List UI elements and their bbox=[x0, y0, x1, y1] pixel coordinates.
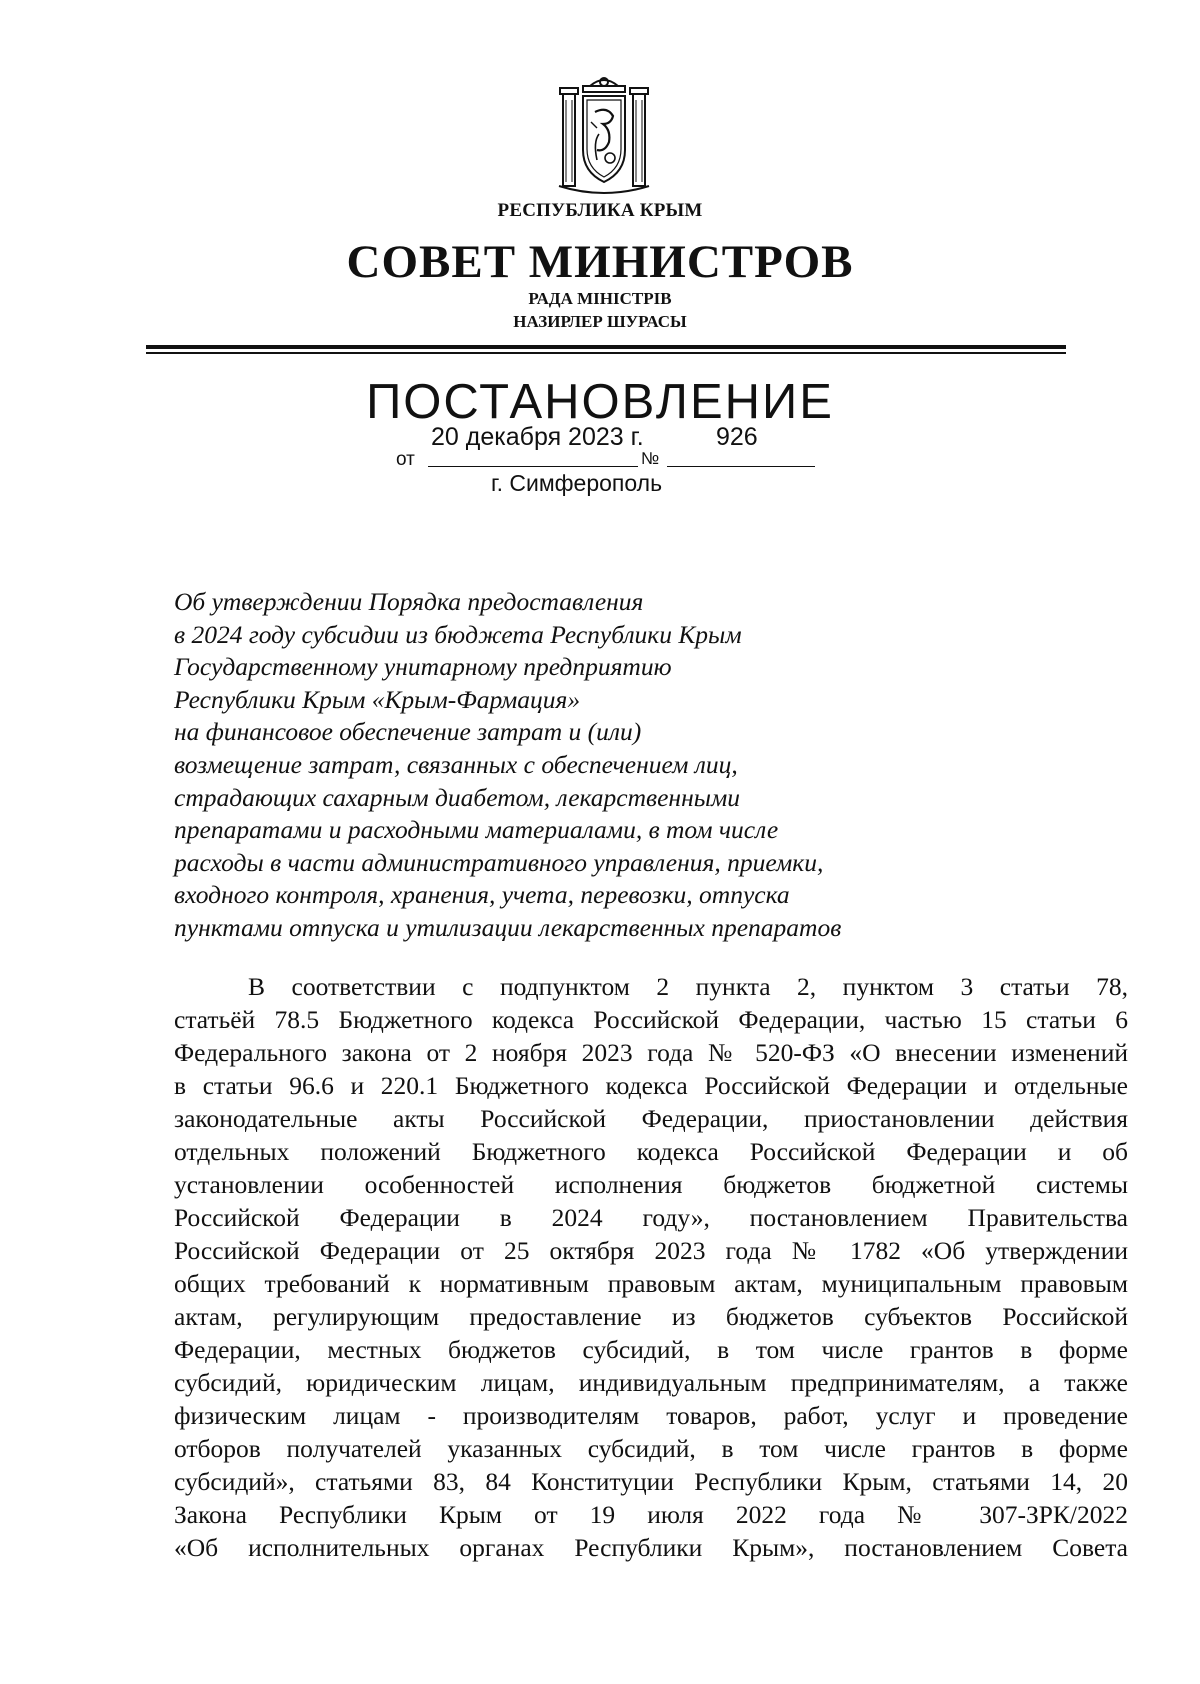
number-label: № bbox=[641, 449, 660, 468]
body-line: отборов получателей указанных субсидий, в том числе грантов в форме bbox=[174, 1434, 1128, 1463]
body-line: субсидий», статьями 83, 84 Конституции Республики Крым, статьями 14, 20 bbox=[174, 1467, 1128, 1496]
body-line: Российской Федерации от 25 октября 2023 года № 1782 «Об утверждении bbox=[174, 1236, 1128, 1265]
subject-line: страдающих сахарным диабетом, лекарственными bbox=[174, 782, 741, 812]
subject-line: Республики Крым «Крым-Фармация» bbox=[174, 684, 581, 714]
body-line: установлении особенностей исполнения бюджетов бюджетной системы bbox=[174, 1170, 1128, 1199]
council-name-ukrainian: РАДА МІНІСТРІВ bbox=[528, 289, 672, 308]
subject-line: препаратами и расходными материалами, в том числе bbox=[174, 815, 779, 845]
body-line: статьёй 78.5 Бюджетного кодекса Российской Федерации, частью 15 статьи 6 bbox=[174, 1005, 1128, 1034]
decree-date: 20 декабря 2023 г. bbox=[431, 423, 644, 451]
body-line: физическим лицам - производителям товаров, работ, услуг и проведение bbox=[174, 1401, 1128, 1430]
header-rule-thin bbox=[146, 352, 1066, 354]
subject-line: в 2024 году субсидии из бюджета Республики Крым bbox=[174, 619, 742, 649]
decree-subject bbox=[174, 586, 934, 945]
council-name: СОВЕТ МИНИСТРОВ bbox=[346, 236, 854, 288]
body-line: Федерального закона от 2 ноября 2023 года № 520-ФЗ «О внесении изменений bbox=[174, 1038, 1128, 1067]
subject-line: на финансовое обеспечение затрат и (или) bbox=[174, 717, 642, 747]
body-line: законодательные акты Российской Федерации, приостановлении действия bbox=[174, 1104, 1128, 1133]
subject-line: входного контроля, хранения, учета, перевозки, отпуска bbox=[174, 880, 790, 910]
city: г. Симферополь bbox=[491, 470, 663, 496]
body-line: Федерации, местных бюджетов субсидий, в том числе грантов в форме bbox=[174, 1335, 1128, 1364]
body-line: Российской Федерации в 2024 году», постановлением Правительства bbox=[174, 1203, 1128, 1232]
council-name-crimean-tatar: НАЗИРЛЕР ШУРАСЫ bbox=[513, 312, 687, 331]
subject-line: Государственному унитарному предприятию bbox=[174, 652, 672, 682]
subject-line: пунктами отпуска и утилизации лекарственных препаратов bbox=[174, 912, 842, 942]
body-line: общих требований к нормативным правовым актам, муниципальным правовым bbox=[174, 1269, 1128, 1298]
republic-name: РЕСПУБЛИКА КРЫМ bbox=[497, 200, 703, 221]
body-line: актам, регулирующим предоставление из бюджетов субъектов Российской bbox=[174, 1302, 1128, 1331]
body-paragraph bbox=[174, 970, 1128, 1564]
body-line: В соответствии с подпунктом 2 пункта 2, пунктом 3 статьи 78, bbox=[248, 972, 1128, 1001]
number-underline bbox=[667, 466, 815, 467]
subject-line: возмещение затрат, связанных с обеспечением лиц, bbox=[174, 749, 738, 779]
date-underline bbox=[428, 466, 638, 467]
body-line: «Об исполнительных органах Республики Крым», постановлением Совета bbox=[174, 1533, 1128, 1562]
decree-number: 926 bbox=[716, 423, 758, 451]
subject-line: расходы в части административного управления, приемки, bbox=[174, 847, 824, 877]
body-line: Закона Республики Крым от 19 июля 2022 года № 307-ЗРК/2022 bbox=[174, 1500, 1128, 1529]
document-type: ПОСТАНОВЛЕНИЕ bbox=[366, 375, 834, 429]
body-line: отдельных положений Бюджетного кодекса Российской Федерации и об bbox=[174, 1137, 1128, 1166]
body-line: субсидий, юридическим лицам, индивидуальным предпринимателям, а также bbox=[174, 1368, 1128, 1397]
date-label: от bbox=[396, 449, 415, 470]
body-line: в статьи 96.6 и 220.1 Бюджетного кодекса Российской Федерации и отдельные bbox=[174, 1071, 1128, 1100]
header-rule-thick bbox=[146, 345, 1066, 349]
subject-line: Об утверждении Порядка предоставления bbox=[174, 587, 644, 616]
crimea-coat-of-arms-icon bbox=[555, 72, 653, 198]
